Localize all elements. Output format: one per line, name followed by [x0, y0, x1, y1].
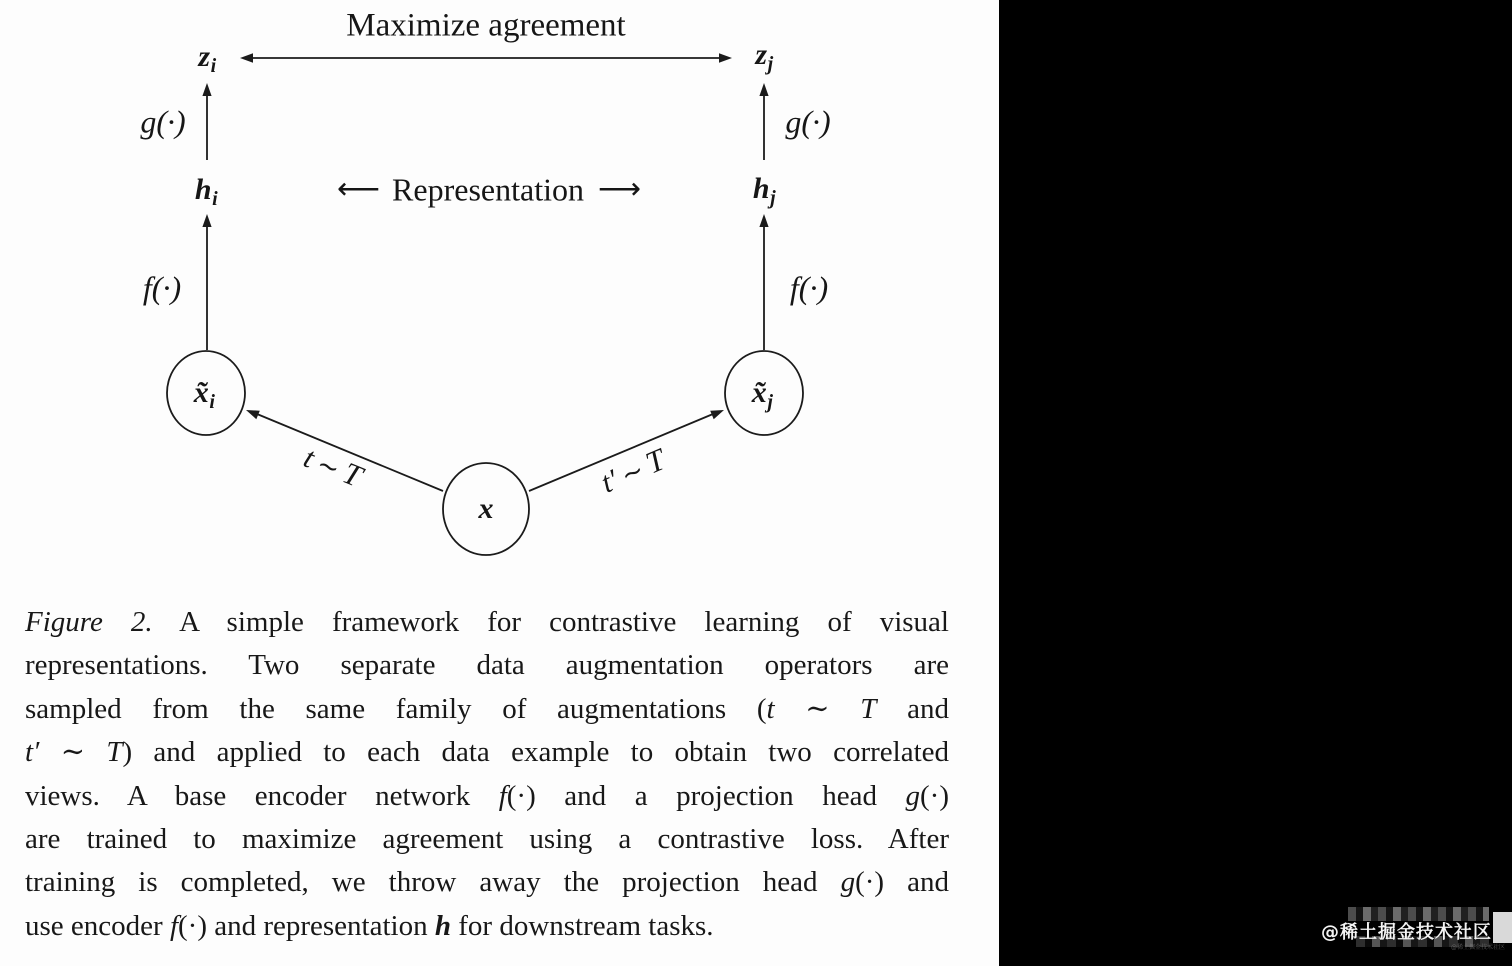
caption-segment: sampled from the same family of augmentations ( [25, 692, 767, 725]
node-h-i [194, 173, 218, 210]
node-x-tilde-j-sub: j [767, 390, 773, 413]
caption-segment: (·) and [855, 866, 950, 899]
node-z-i [198, 40, 217, 77]
node-z-j [755, 38, 774, 75]
caption-segment: are trained to maximize agreement using a contrastive loss. After [25, 823, 949, 856]
node-z-i-sub: i [210, 54, 217, 77]
caption-segment: g [905, 779, 921, 812]
caption-line [25, 818, 949, 861]
arrowhead-t-left-icon [246, 410, 260, 419]
node-x [479, 492, 494, 526]
t-left-tilde-operator: ∼ [312, 449, 344, 486]
node-x-base: x [478, 492, 494, 525]
representation-arrow-right-icon: ⟶ [597, 171, 639, 207]
node-h-j-sub: j [770, 186, 776, 209]
t-left-family-T: T [338, 454, 368, 494]
figure-caption [25, 601, 949, 948]
letterbox-right [999, 0, 1512, 966]
caption-segment: t [766, 692, 775, 725]
caption-line [25, 601, 949, 644]
arrowhead-right-icon [719, 53, 732, 62]
caption-segment: training is completed, we throw away the projection head [25, 866, 841, 899]
caption-segment: f [169, 909, 178, 942]
node-z-j-base: z [755, 38, 768, 71]
caption-segment: views. A base encoder network [25, 779, 499, 812]
node-h-i-sub: i [212, 187, 218, 210]
arrowhead-left-icon [240, 53, 253, 62]
caption-segment: Figure 2. [25, 606, 153, 638]
node-z-j-sub: j [767, 52, 774, 75]
maximize-agreement-label: Maximize agreement [346, 7, 626, 44]
node-z-i-base: z [198, 40, 211, 73]
node-h-j [752, 172, 776, 209]
caption-line [25, 688, 949, 731]
arrowhead-f-right-icon [759, 214, 768, 227]
node-x-tilde-i-base: x̃ [193, 376, 209, 409]
representation-arrow-left-icon: ⟵ [337, 171, 379, 207]
caption-segment: for downstream tasks. [451, 909, 714, 942]
caption-segment: (·) and a projection head [506, 779, 906, 812]
caption-segment: (·) [920, 779, 949, 812]
caption-segment: t′ [25, 736, 40, 769]
arrowhead-f-left-icon [202, 214, 211, 227]
node-x-tilde-i [193, 376, 215, 413]
caption-segment: ∼ [39, 736, 107, 769]
watermark-ghost-text: @稀土掘金技术社区 [1451, 944, 1506, 951]
t-left-variable: t [299, 441, 320, 475]
caption-line [25, 731, 949, 774]
caption-segment: ) and applied to each data example to obtain two correlated [122, 736, 949, 769]
arrowhead-t-right-icon [710, 410, 724, 419]
caption-line [25, 905, 949, 948]
caption-segment: representations. Two separate data augmentation operators are [25, 649, 949, 682]
caption-segment: and [876, 692, 949, 725]
representation-label-row [337, 172, 639, 209]
f-function-label-left: f(·) [142, 269, 182, 306]
caption-segment: use encoder [25, 909, 170, 942]
watermark [999, 0, 1512, 966]
caption-segment: f [498, 779, 507, 812]
caption-segment: A simple framework for contrastive learning of visual [152, 606, 949, 638]
node-x-tilde-i-sub: i [209, 390, 215, 413]
g-function-label-right: g(·) [785, 103, 831, 140]
arrowhead-g-left-icon [202, 83, 211, 96]
t-right-variable: t′ [596, 463, 624, 500]
t-right-tilde-operator: ∼ [616, 455, 649, 492]
caption-segment: T [106, 736, 123, 769]
node-h-j-base: h [752, 172, 770, 205]
simclr-framework-diagram [0, 0, 999, 580]
node-h-i-base: h [194, 173, 212, 206]
watermark-text: @稀土掘金技术社区 [1321, 922, 1492, 943]
f-function-label-right: f(·) [789, 269, 829, 306]
caption-segment: T [860, 692, 877, 725]
caption-line [25, 644, 949, 687]
caption-segment: g [840, 866, 856, 899]
caption-line [25, 861, 949, 904]
representation-label: Representation [392, 171, 584, 208]
arrowhead-g-right-icon [759, 83, 768, 96]
t-right-family-T: T [640, 441, 670, 481]
caption-line [25, 775, 949, 818]
watermark-corner-block [1493, 912, 1512, 943]
caption-segment: ∼ [774, 692, 861, 725]
caption-segment: (·) and representation [178, 909, 435, 942]
caption-segment: h [434, 909, 451, 942]
node-x-tilde-j-base: x̃ [751, 376, 767, 409]
node-x-tilde-j [751, 376, 773, 413]
g-function-label-left: g(·) [140, 103, 186, 140]
